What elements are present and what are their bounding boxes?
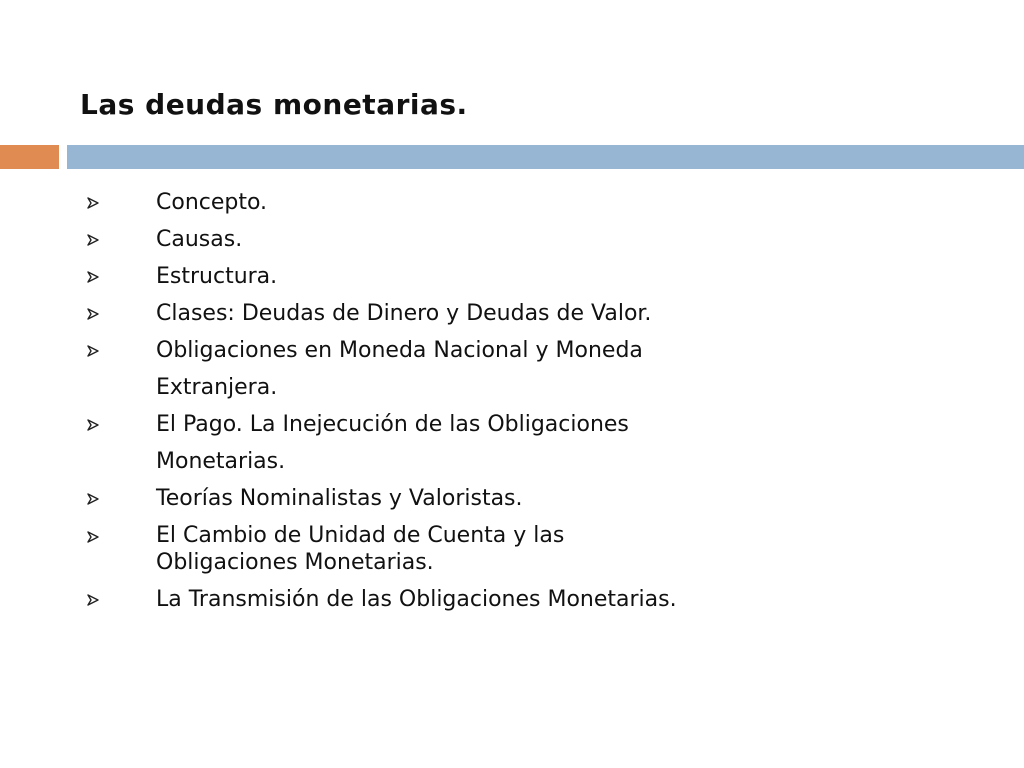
bullet-item-teorias [86, 480, 786, 517]
bullet-text: Clases: Deudas de Dinero y Deudas de Valor. [156, 301, 652, 326]
arrow-bullet-icon [86, 233, 100, 247]
bullet-item-cambio-unidad [86, 517, 786, 581]
bullet-text: Estructura. [156, 264, 278, 289]
slide-title: Las deudas monetarias. [80, 88, 468, 121]
bullet-text: Obligaciones en Moneda Nacional y Moneda Extranjera. [156, 338, 643, 400]
bullet-item-transmision [86, 581, 786, 618]
bullet-text: El Cambio de Unidad de Cuenta y las Obligaciones Monetarias. [156, 523, 565, 575]
arrow-bullet-icon [86, 418, 100, 432]
arrow-bullet-icon [86, 593, 100, 607]
arrow-bullet-icon [86, 196, 100, 210]
bullet-text: El Pago. La Inejecución de las Obligaciones Monetarias. [156, 412, 629, 474]
arrow-bullet-icon [86, 492, 100, 506]
arrow-bullet-icon [86, 344, 100, 358]
bullet-text: La Transmisión de las Obligaciones Monetarias. [156, 587, 677, 612]
bullet-item-clases [86, 295, 786, 332]
bullet-item-causas [86, 221, 786, 258]
title-underline-bar [67, 145, 1024, 169]
bullet-item-estructura [86, 258, 786, 295]
bullet-item-obligaciones-moneda [86, 332, 786, 406]
bullet-item-el-pago [86, 406, 786, 480]
bullet-list [86, 184, 786, 618]
bullet-text: Causas. [156, 227, 243, 252]
bullet-text: Concepto. [156, 190, 268, 215]
accent-bar [0, 145, 59, 169]
bullet-text: Teorías Nominalistas y Valoristas. [156, 486, 523, 511]
arrow-bullet-icon [86, 530, 100, 544]
arrow-bullet-icon [86, 307, 100, 321]
bullet-item-concepto [86, 184, 786, 221]
arrow-bullet-icon [86, 270, 100, 284]
